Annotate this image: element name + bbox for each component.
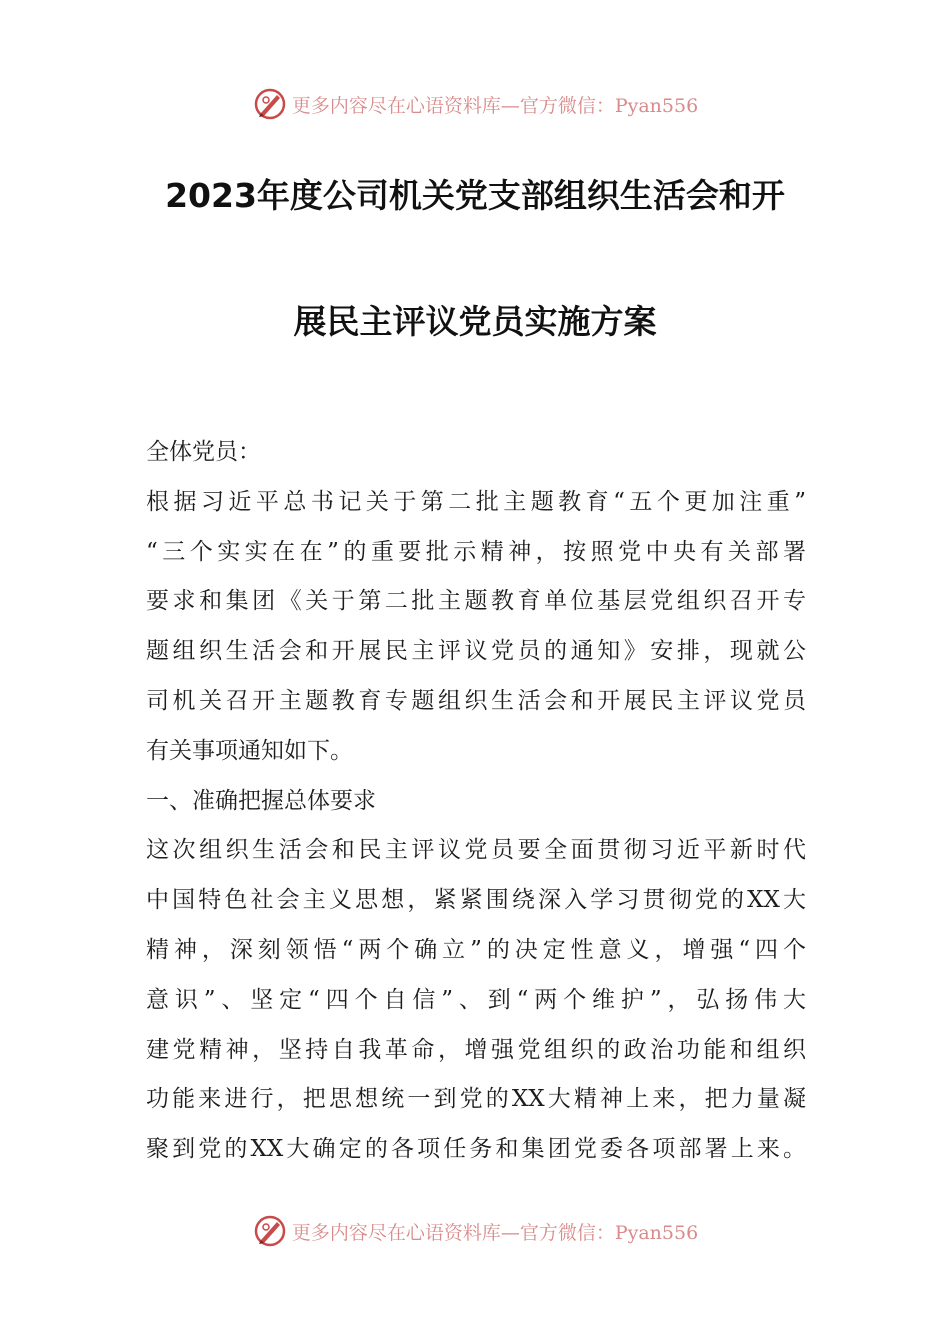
body-line: 这次组织生活会和民主评议党员要全面贯彻习近平新时代 bbox=[146, 837, 806, 864]
section-heading: 一、准确把握总体要求 bbox=[146, 787, 376, 814]
body-line: 意识”、坚定“四个自信”、到“两个维护”，弘扬伟大 bbox=[146, 986, 806, 1013]
body-line: 建党精神，坚持自我革命，增强党组织的政治功能和组织 bbox=[146, 1036, 806, 1063]
body-line: “三个实实在在”的重要批示精神，按照党中央有关部署 bbox=[146, 538, 806, 565]
header-watermark bbox=[0, 84, 950, 124]
body-line: 精神，深刻领悟“两个确立”的决定性意义，增强“四个 bbox=[146, 936, 806, 963]
document-title-line-2: 展民主评议党员实施方案 bbox=[293, 302, 657, 341]
body-line: 要求和集团《关于第二批主题教育单位基层党组织召开专 bbox=[146, 588, 806, 615]
body-line: 根据习近平总书记关于第二批主题教育“五个更加注重” bbox=[146, 488, 806, 515]
body-line: 中国特色社会主义思想，紧紧围绕深入学习贯彻党的XX大 bbox=[146, 887, 806, 914]
body-line: 聚到党的XX大确定的各项任务和集团党委各项部署上来。 bbox=[146, 1136, 806, 1163]
body-line: 题组织生活会和开展民主评议党员的通知》安排，现就公 bbox=[146, 638, 806, 665]
footer-watermark bbox=[0, 1211, 950, 1251]
body-line-salutation: 全体党员： bbox=[146, 439, 261, 465]
pen-logo-icon bbox=[252, 86, 288, 122]
pen-logo-icon bbox=[252, 1213, 288, 1249]
document-title-line-1: 2023年度公司机关党支部组织生活会和开 bbox=[165, 176, 785, 215]
body-line: 司机关召开主题教育专题组织生活会和开展民主评议党员 bbox=[146, 687, 806, 714]
watermark-text: 更多内容尽在心语资料库—官方微信：Pyan556 bbox=[291, 1221, 699, 1244]
watermark-text: 更多内容尽在心语资料库—官方微信：Pyan556 bbox=[291, 94, 699, 117]
document-body bbox=[146, 428, 806, 1175]
body-line: 有关事项通知如下。 bbox=[146, 737, 353, 764]
body-line: 功能来进行，把思想统一到党的XX大精神上来，把力量凝 bbox=[146, 1086, 806, 1113]
